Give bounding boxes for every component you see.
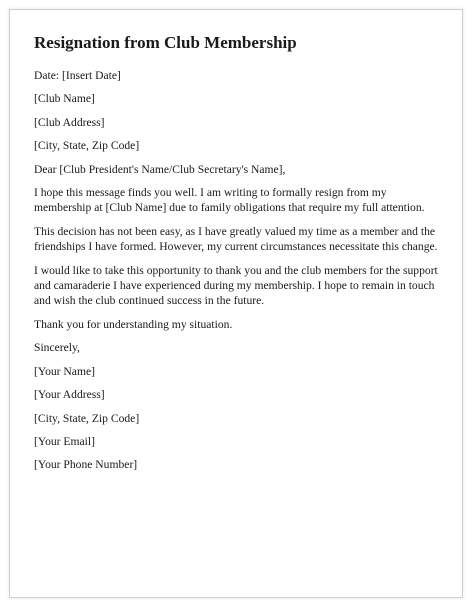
sender-address: [Your Address] [34,388,105,402]
club-address: [Club Address] [34,115,105,129]
page-title: Resignation from Club Membership [34,33,297,52]
salutation: Dear [Club President's Name/Club Secretary's Name], [34,162,286,176]
sender-name: [Your Name] [34,364,95,378]
closing: Sincerely, [34,341,80,355]
sender-city-state-zip: [City, State, Zip Code] [34,411,140,425]
date-line: Date: [Insert Date] [34,69,121,82]
paragraph-decision: This decision has not been easy, as I have greatly valued my time as a member and the friendships I have formed. However, my current circumstances necessitate this change. [34,224,438,254]
club-name: [Club Name] [34,92,95,106]
paragraph-thanks: I would like to take this opportunity to thank you and the club members for the support and camaraderie I have experienced during my membership. I hope to remain in touch and wish the club continued success in the future. [34,263,438,308]
sender-email: [Your Email] [34,434,95,448]
letter-body [34,32,444,481]
sender-phone: [Your Phone Number] [34,458,138,472]
club-city-state-zip: [City, State, Zip Code] [34,139,140,153]
paragraph-closing-note: Thank you for understanding my situation. [34,317,233,331]
paragraph-intro: I hope this message finds you well. I am writing to formally resign from my membership at [Club Name] due to family obligations that require my full attention. [34,186,425,215]
letter-page [9,9,463,598]
